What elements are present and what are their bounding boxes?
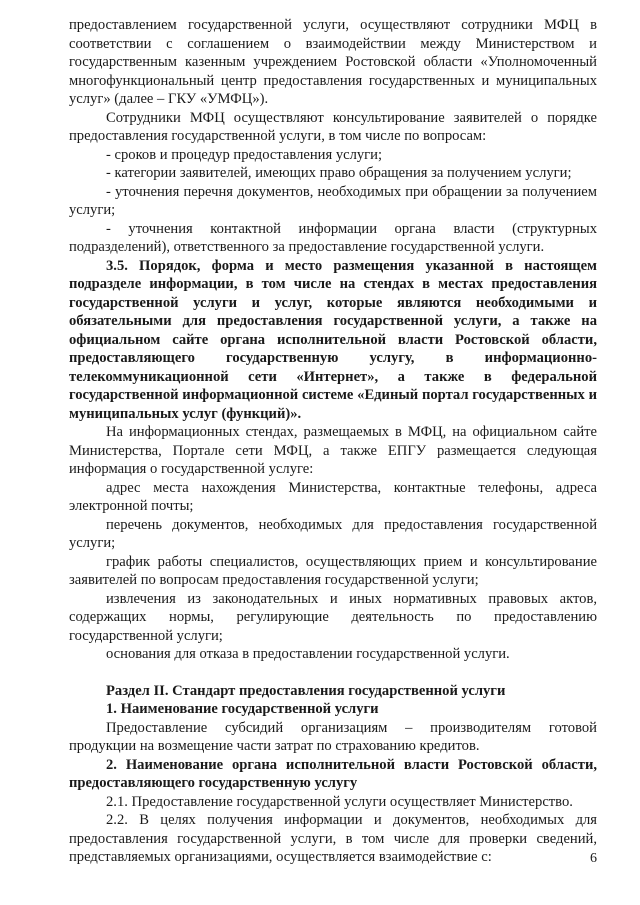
section-heading: 1. Наименование государственной услуги xyxy=(106,701,379,717)
paragraph: перечень документов, необходимых для предоставления государственной услуги; xyxy=(69,516,597,551)
section-heading: Раздел II. Стандарт предоставления государственной услуги xyxy=(106,682,506,699)
section-heading: 3.5. Порядок, форма и место размещения указанной в настоящем подразделе информации, в том числе на стендах в местах предоставления государственной услуги и услуг, которые являются необходимыми и обязательными для предоставления государственной услуги, а также на официальном сайте органа исполнительной власти Ростовской области, предоставляющего государственную услугу, в информационно-телекоммуникационной сети «Интернет», а также в федеральной государственной информационной системе «Единый портал государственных и муниципальных услуг (функций)». xyxy=(69,257,597,422)
paragraph: - уточнения контактной информации органа власти (структурных подразделений), ответственного за предоставление государственной услуги. xyxy=(69,220,597,255)
paragraph: основания для отказа в предоставлении государственной услуги. xyxy=(106,646,510,662)
paragraph: - категории заявителей, имеющих право обращения за получением услуги; xyxy=(106,165,572,181)
paragraph: адрес места нахождения Министерства, контактные телефоны, адреса электронной почты; xyxy=(69,479,597,514)
paragraph: Сотрудники МФЦ осуществляют консультирование заявителей о порядке предоставления государственной услуги, в том числе по вопросам: xyxy=(69,109,597,144)
body-text xyxy=(69,16,597,867)
paragraph: - сроков и процедур предоставления услуги; xyxy=(106,146,383,163)
paragraph: - уточнения перечня документов, необходимых при обращении за получением услуги; xyxy=(69,183,597,218)
paragraph: график работы специалистов, осуществляющих прием и консультирование заявителей по вопросам предоставления государственной услуги; xyxy=(69,553,597,588)
paragraph: 2.2. В целях получения информации и документов, необходимых для предоставления государственной услуги, в том числе для проверки сведений, представляемых организациями, осуществляется взаимодействие с: xyxy=(69,812,597,865)
section-heading: 2. Наименование органа исполнительной власти Ростовской области, предоставляющего государственную услугу xyxy=(69,756,597,791)
paragraph: 2.1. Предоставление государственной услуги осуществляет Министерство. xyxy=(106,793,573,810)
paragraph: На информационных стендах, размещаемых в МФЦ, на официальном сайте Министерства, Портале сети МФЦ, а также ЕПГУ размещается следующая информация о государственной услуге: xyxy=(69,424,597,477)
page-number: 6 xyxy=(590,851,597,866)
paragraph-spacer xyxy=(69,664,597,682)
paragraph: Предоставление субсидий организациям – производителям готовой продукции на возмещение части затрат по страхованию кредитов. xyxy=(69,719,597,754)
paragraph: предоставлением государственной услуги, осуществляют сотрудники МФЦ в соответствии с соглашением о взаимодействии между Министерством и государственным казенным учреждением Ростовской области «Уполномоченный многофункциональный центр предоставления государственных и муниципальных услуг» (далее – ГКУ «УМФЦ»). xyxy=(69,17,597,107)
paragraph: извлечения из законодательных и иных нормативных правовых актов, содержащих нормы, регулирующие деятельность по предоставлению государственной услуги; xyxy=(69,590,597,644)
